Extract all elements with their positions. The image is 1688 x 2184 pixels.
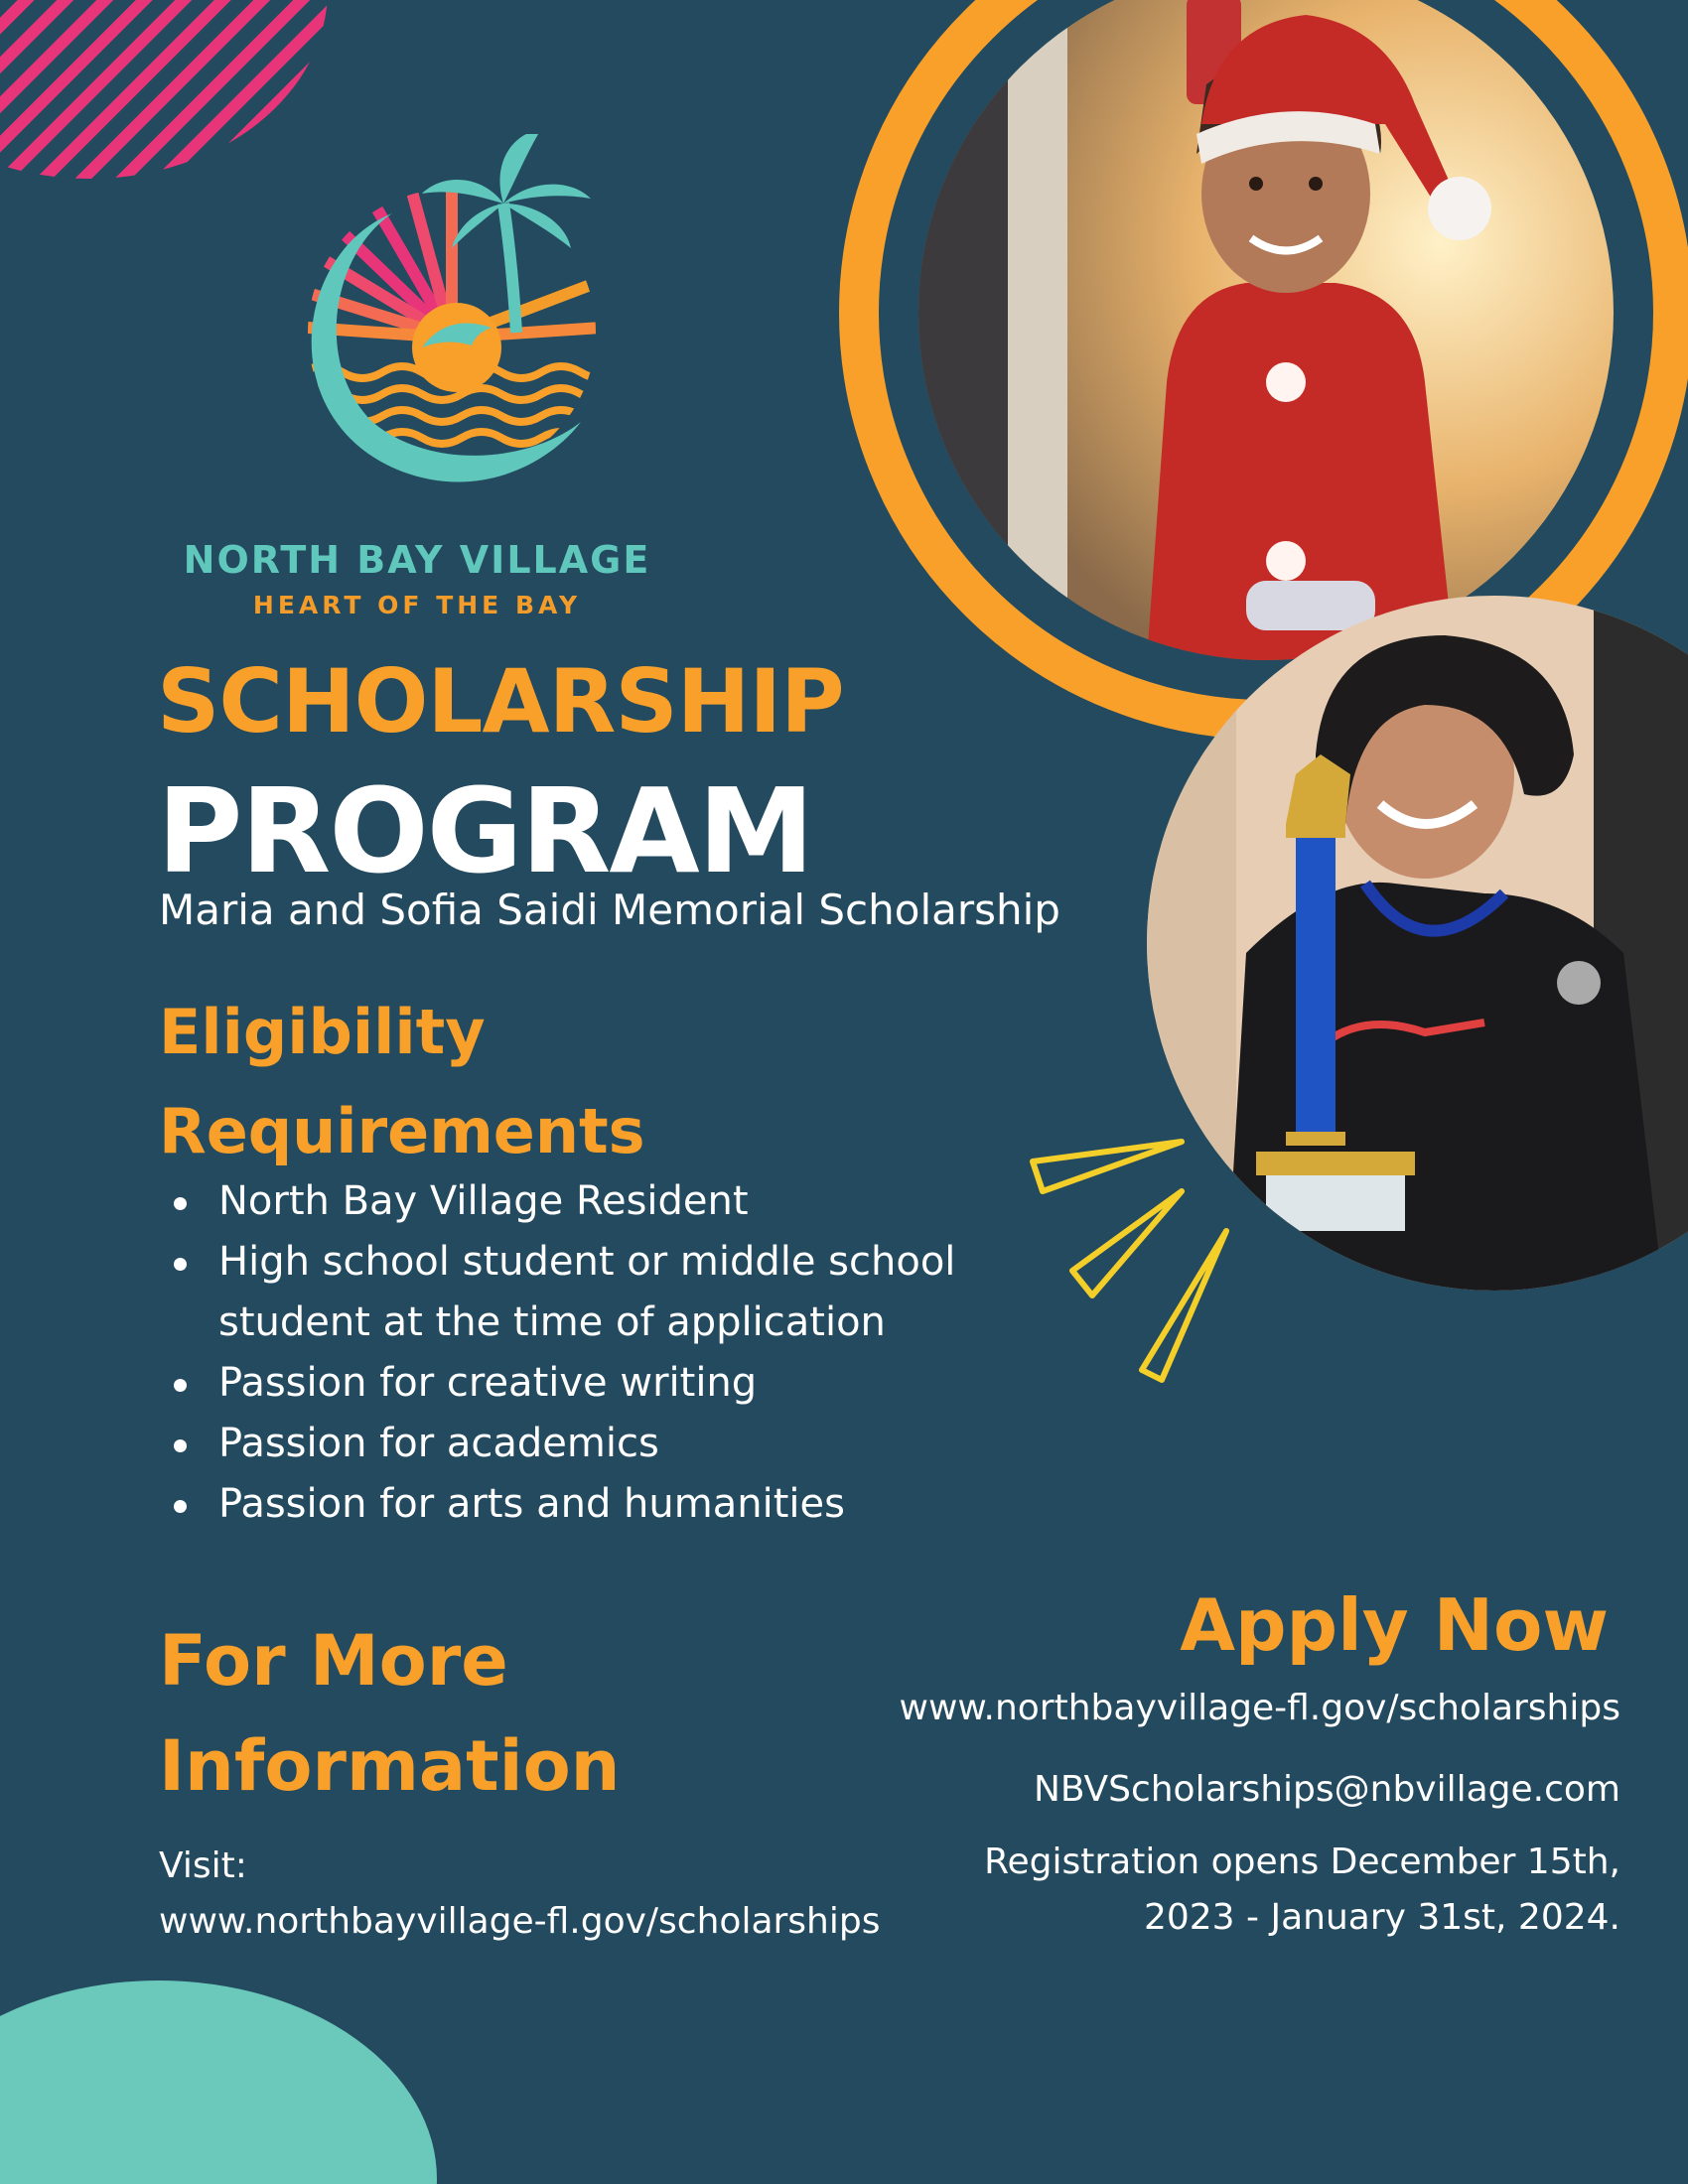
more-info-heading-line1: For More: [159, 1620, 508, 1702]
scholarship-subtitle: Maria and Sofia Saidi Memorial Scholarship: [159, 886, 1060, 934]
headline-scholarship: SCHOLARSHIP: [157, 650, 844, 752]
palm-sunset-dolphin-logo-icon: [283, 134, 631, 551]
headline-program: PROGRAM: [157, 762, 813, 899]
more-info-heading: [159, 1608, 621, 1819]
santa-girl-photo-icon: [918, 0, 1614, 660]
list-item: Passion for creative writing: [174, 1353, 1048, 1414]
logo-tagline: HEART OF THE BAY: [252, 591, 582, 619]
logo-title: NORTH BAY VILLAGE: [183, 538, 651, 582]
teal-circle-decoration: [0, 1980, 437, 2184]
registration-dates: [906, 1835, 1620, 1946]
registration-line2: 2023 - January 31st, 2024.: [1143, 1897, 1620, 1938]
apply-email-link[interactable]: NBVScholarships@nbvillage.com: [1033, 1769, 1620, 1810]
apply-url-link[interactable]: www.northbayvillage-fl.gov/scholarships: [899, 1688, 1620, 1728]
visit-url-link[interactable]: www.northbayvillage-fl.gov/scholarships: [159, 1901, 881, 1942]
apply-now-heading: Apply Now: [1180, 1583, 1609, 1667]
eligibility-heading-line2: Requirements: [159, 1095, 645, 1167]
pink-striped-circle-decoration: [0, 0, 328, 179]
list-item: High school student or middle school student at the time of application: [174, 1232, 1048, 1353]
girl-in-santa-costume-photo: [918, 0, 1614, 660]
yellow-burst-accent-icon: [1023, 1132, 1281, 1410]
list-item: Passion for arts and humanities: [174, 1474, 1048, 1535]
north-bay-village-logo: [283, 134, 631, 551]
eligibility-heading-line1: Eligibility: [159, 996, 486, 1068]
list-item: North Bay Village Resident: [174, 1171, 1048, 1232]
visit-label: Visit:: [159, 1845, 247, 1886]
visit-info: [159, 1839, 881, 1950]
eligibility-list: [174, 1171, 1048, 1535]
registration-line1: Registration opens December 15th,: [984, 1842, 1620, 1882]
more-info-heading-line2: Information: [159, 1725, 621, 1807]
eligibility-heading: [159, 983, 645, 1181]
list-item: Passion for academics: [174, 1414, 1048, 1474]
